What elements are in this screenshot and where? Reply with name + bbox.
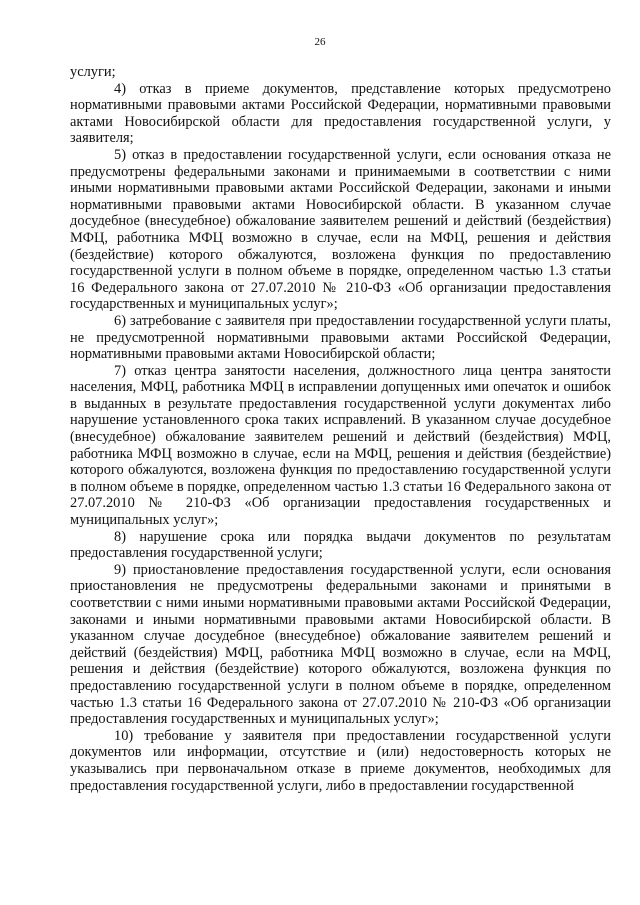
paragraph-item-7: 7) отказ центра занятости населения, должностного лица центра занятости населения, МФЦ, работника МФЦ в исправлении допущенных ими опечаток и ошибок в выданных в результате предоставления государственной услуги документах либо нарушение установленного срока таких исправлений. В указанном случае досудебное (внесудебное) обжалование заявителем решений и действий (бездействия) МФЦ, работника МФЦ возможно в случае, если на МФЦ, решения и действия (бездействие) которого обжалуются, возложена функция по предоставлению государственной услуги в полном объеме в порядке, определенном частью 1.3 статьи 16 Федерального закона от 27.07.2010 № 210-ФЗ «Об организации предоставления государственных и муниципальных услуг»; bbox=[70, 362, 611, 529]
page-number: 26 bbox=[314, 36, 326, 48]
paragraph-item-4: 4) отказ в приеме документов, представление которых предусмотрено нормативными правовыми актами Российской Федерации, нормативными правовыми актами Новосибирской области для предоставления государственной услуги, у заявителя; bbox=[70, 80, 611, 147]
paragraph-item-10: 10) требование у заявителя при предоставлении государственной услуги документов или информации, отсутствие и (или) недостоверность которых не указывались при первоначальном отказе в приеме документов, необходимых для предоставления государственной услуги, либо в предоставлении государственной bbox=[70, 727, 611, 794]
paragraph-item-9: 9) приостановление предоставления государственной услуги, если основания приостановления не предусмотрены федеральными законами и принятыми в соответствии с ними иными нормативными правовыми актами Российской Федерации, законами и иными нормативными правовыми актами Новосибирской области. В указанном случае досудебное (внесудебное) обжалование заявителем решений и действий (бездействия) МФЦ, работника МФЦ возможно в случае, если на МФЦ, решения и действия (бездействие) которого обжалуются, возложена функция по предоставлению государственной услуги в полном объеме в порядке, определенном частью 1.3 статьи 16 Федерального закона от 27.07.2010 № 210-ФЗ «Об организации предоставления государственных и муниципальных услуг»; bbox=[70, 561, 611, 728]
document-body bbox=[70, 64, 611, 794]
paragraph-item-8: 8) нарушение срока или порядка выдачи документов по результатам предоставления государственной услуги; bbox=[70, 528, 611, 562]
paragraph-item-6: 6) затребование с заявителя при предоставлении государственной услуги платы, не предусмотренной нормативными правовыми актами Российской Федерации, нормативными правовыми актами Новосибирской области; bbox=[70, 312, 611, 363]
paragraph-continuation: услуги; bbox=[70, 64, 116, 80]
paragraph-item-5: 5) отказ в предоставлении государственной услуги, если основания отказа не предусмотрены федеральными законами и принимаемыми в соответствии с ними иными нормативными правовыми актами Российской Федерации, законами и иными нормативными правовыми актами Новосибирской области. В указанном случае досудебное (внесудебное) обжалование заявителем решений и действий (бездействия) МФЦ, работника МФЦ возможно в случае, если на МФЦ, решения и действия (бездействие) которого обжалуются, возложена функция по предоставлению государственной услуги в полном объеме в порядке, определенном частью 1.3 статьи 16 Федерального закона от 27.07.2010 № 210-ФЗ «Об организации предоставления государственных и муниципальных услуг»; bbox=[70, 146, 611, 313]
